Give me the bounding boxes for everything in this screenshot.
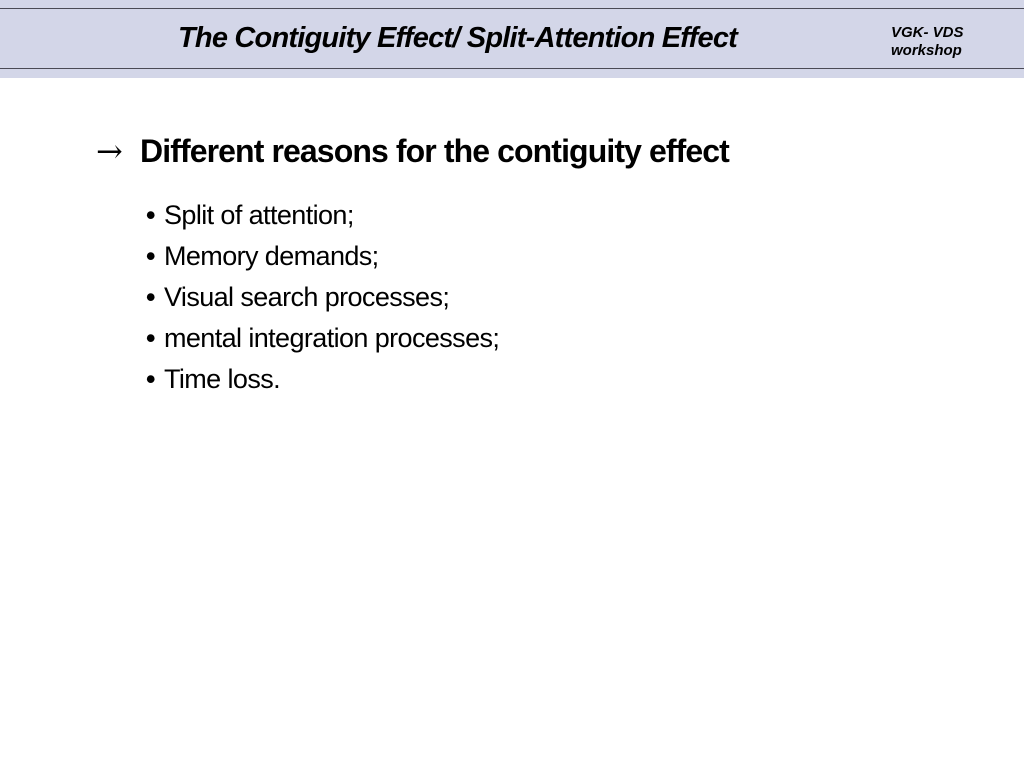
bullet-dot-icon: • xyxy=(146,364,155,394)
bullet-dot-icon: • xyxy=(146,323,155,353)
reasons-list xyxy=(146,195,499,400)
header-tag xyxy=(891,24,964,60)
list-item-text: Memory demands; xyxy=(164,241,379,271)
bullet-dot-icon: • xyxy=(146,241,155,271)
list-item xyxy=(146,277,499,318)
main-point-heading: Different reasons for the contiguity effect xyxy=(140,133,729,169)
list-item-text: Split of attention; xyxy=(164,200,354,230)
list-item-text: Time loss. xyxy=(164,364,281,394)
slide-title: The Contiguity Effect/ Split-Attention Effect xyxy=(177,22,738,54)
list-item xyxy=(146,359,499,400)
list-item-text: Visual search processes; xyxy=(164,282,450,312)
bullet-dot-icon: • xyxy=(146,282,155,312)
list-item xyxy=(146,195,499,236)
list-item xyxy=(146,236,499,277)
header-bottom-divider xyxy=(0,68,1024,69)
header-top-divider xyxy=(0,8,1024,9)
list-item xyxy=(146,318,499,359)
bullet-dot-icon: • xyxy=(146,200,155,230)
header-tag-line-1: VGK- VDS xyxy=(891,24,964,41)
main-point xyxy=(96,130,729,172)
list-item-text: mental integration processes; xyxy=(164,323,500,353)
right-arrow-icon: → xyxy=(96,132,123,170)
header-tag-line-2: workshop xyxy=(891,42,962,59)
